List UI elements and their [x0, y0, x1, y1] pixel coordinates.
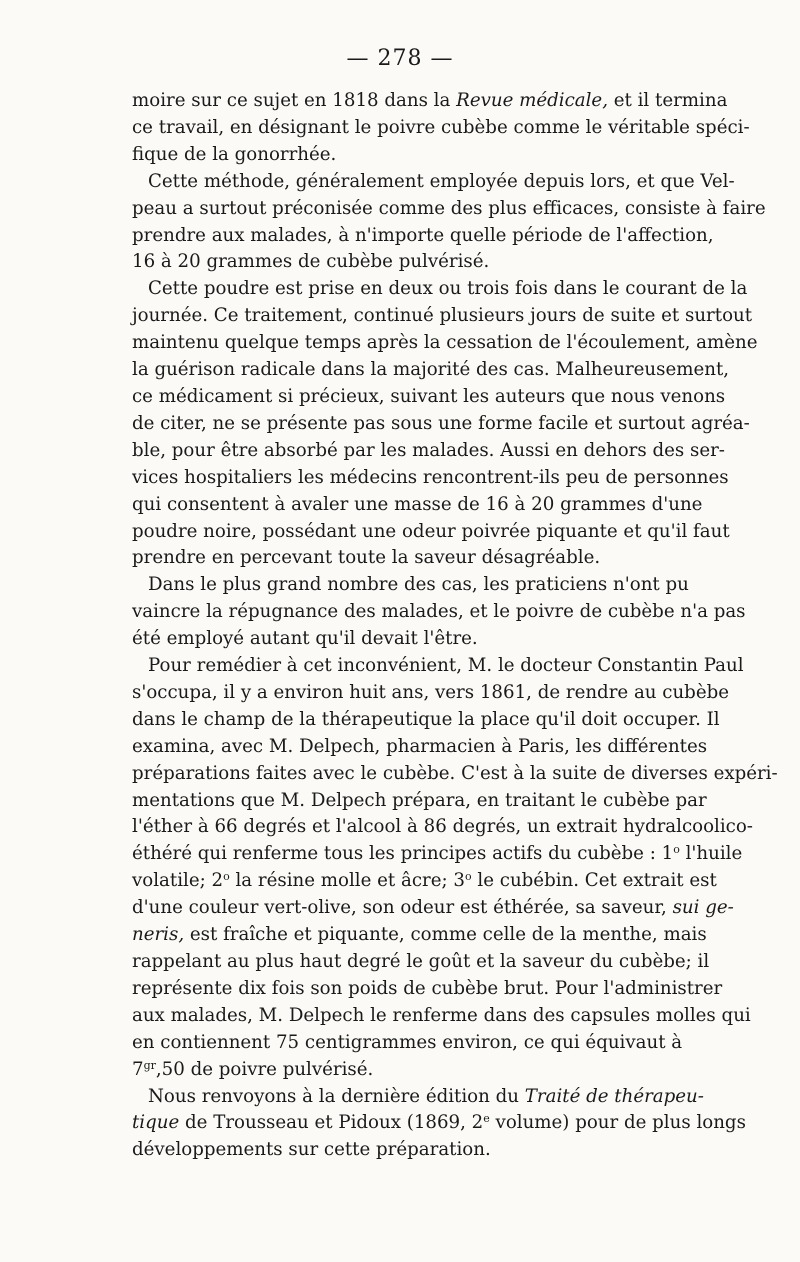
paragraph	[132, 572, 746, 653]
paragraph	[132, 169, 766, 277]
paragraph	[132, 276, 758, 572]
text-run: ,50 de poivre pulvérisé.	[155, 1058, 374, 1080]
text-run: aux malades, M. Delpech le renferme dans des capsules molles qui	[132, 1004, 751, 1026]
text-line	[132, 303, 753, 330]
text-run: de citer, ne se présente pas sous une forme facile et surtout agréa-	[132, 412, 750, 434]
text-run: en contiennent 75 centigrammes environ, ce qui équivaut à	[132, 1031, 683, 1053]
text-line	[132, 276, 748, 303]
text-line	[132, 115, 750, 142]
paragraph	[132, 1084, 746, 1165]
text-line	[132, 1003, 751, 1030]
text-run: maintenu quelque temps après la cessation de l'écoulement, amène	[132, 332, 758, 354]
text-run: l'éther à 66 degrés et l'alcool à 86 degrés, un extrait hydralcoolico-	[132, 816, 753, 838]
italic-text: neris,	[132, 924, 185, 946]
text-run: journée. Ce traitement, continué plusieurs jours de suite et surtout	[132, 305, 753, 327]
text-line	[132, 599, 746, 626]
text-run: Cette poudre est prise en deux ou trois fois dans le courant de la	[148, 278, 748, 300]
text-line	[132, 922, 707, 949]
text-run: l'huile	[679, 843, 743, 865]
superscript: e	[483, 1112, 490, 1126]
text-run: qui consentent à avaler une masse de 16 à 20 grammes d'une	[132, 493, 703, 515]
text-run: Pour remédier à cet inconvénient, M. le docteur Constantin Paul	[148, 655, 744, 677]
superscript: o	[673, 843, 680, 857]
text-run: et il termina	[607, 90, 728, 111]
text-line	[132, 357, 730, 384]
text-run: de Trousseau et Pidoux (1869, 2	[179, 1112, 484, 1134]
text-line	[132, 1137, 676, 1164]
text-line	[132, 680, 729, 707]
text-line	[132, 653, 744, 680]
superscript: o	[465, 870, 472, 884]
italic-text: sui ge-	[672, 897, 734, 919]
text-line	[132, 142, 676, 169]
text-line	[132, 438, 725, 465]
text-line	[132, 868, 717, 895]
text-run: peau a surtout préconisée comme des plus efficaces, consiste à faire	[132, 197, 766, 219]
text-line	[132, 707, 720, 734]
text-line	[132, 545, 676, 572]
text-run: poudre noire, possédant une odeur poivrée piquante et qu'il faut	[132, 520, 730, 542]
text-line	[132, 949, 710, 976]
text-run: 7	[132, 1058, 144, 1080]
text-run: examina, avec M. Delpech, pharmacien à Paris, les différentes	[132, 735, 708, 757]
text-line	[132, 814, 753, 841]
text-run: la guérison radicale dans la majorité des cas. Malheureusement,	[132, 359, 730, 381]
text-run: ce médicament si précieux, suivant les auteurs que nous venons	[132, 385, 726, 407]
text-run: prendre en percevant toute la saveur désagréable.	[132, 547, 601, 569]
text-run: ble, pour être absorbé par les malades. Aussi en dehors des ser-	[132, 439, 725, 461]
body-text	[132, 88, 778, 1164]
text-line	[132, 88, 728, 115]
text-line	[132, 1110, 746, 1137]
paragraph	[132, 653, 778, 1084]
text-line	[132, 223, 714, 250]
text-line	[132, 761, 778, 788]
text-run: s'occupa, il y a environ huit ans, vers 1861, de rendre au cubèbe	[132, 681, 729, 703]
text-run: dans le champ de la thérapeutique la place qu'il doit occuper. Il	[132, 708, 720, 730]
text-run: Cette méthode, généralement employée depuis lors, et que Vel-	[148, 170, 735, 192]
text-line	[132, 572, 689, 599]
paragraph	[132, 88, 750, 169]
text-line	[132, 626, 676, 653]
text-run: mentations que M. Delpech prépara, en traitant le cubèbe par	[132, 789, 707, 811]
text-run: est fraîche et piquante, comme celle de la menthe, mais	[184, 924, 707, 946]
text-run: vices hospitaliers les médecins rencontrent-ils peu de personnes	[132, 466, 729, 488]
text-run: préparations faites avec le cubèbe. C'est à la suite de diverses expéri-	[132, 762, 778, 784]
text-run: été employé autant qu'il devait l'être.	[132, 628, 478, 650]
text-run: fique de la gonorrhée.	[132, 143, 337, 165]
text-line	[132, 788, 707, 815]
text-run: éthéré qui renferme tous les principes actifs du cubèbe : 1	[132, 843, 674, 865]
text-line	[132, 1084, 704, 1111]
page-number: — 278 —	[346, 46, 454, 71]
text-run: d'une couleur vert-olive, son odeur est éthérée, sa saveur,	[132, 897, 673, 919]
text-run: la résine molle et âcre; 3	[229, 870, 465, 892]
text-run: Nous renvoyons à la dernière édition du	[148, 1085, 525, 1107]
text-run: Dans le plus grand nombre des cas, les praticiens n'ont pu	[148, 574, 689, 596]
italic-text: tique	[132, 1112, 180, 1134]
italic-text: Revue médicale,	[456, 90, 608, 111]
superscript: gr	[143, 1058, 156, 1072]
text-line	[132, 492, 703, 519]
text-run: rappelant au plus haut degré le goût et la saveur du cubèbe; il	[132, 951, 710, 972]
text-line	[132, 196, 766, 223]
text-run: le cubébin. Cet extrait est	[471, 870, 717, 892]
superscript: o	[223, 870, 230, 884]
text-line	[132, 330, 758, 357]
text-line	[132, 169, 735, 196]
text-run: 16 à 20 grammes de cubèbe pulvérisé.	[132, 251, 490, 273]
text-line	[132, 249, 676, 276]
text-run: volume) pour de plus longs	[489, 1112, 746, 1134]
text-line	[132, 384, 726, 411]
text-run: volatile; 2	[132, 870, 224, 892]
text-line	[132, 895, 734, 922]
text-line	[132, 1057, 676, 1084]
text-line	[132, 1030, 683, 1057]
text-line	[132, 465, 729, 492]
text-run: développements sur cette préparation.	[132, 1139, 491, 1161]
text-line	[132, 734, 708, 761]
text-line	[132, 841, 743, 868]
text-line	[132, 976, 723, 1003]
text-run: prendre aux malades, à n'importe quelle période de l'affection,	[132, 224, 714, 246]
text-run: représente dix fois son poids de cubèbe brut. Pour l'administrer	[132, 977, 723, 999]
italic-text: Traité de thérapeu-	[524, 1085, 704, 1107]
text-line	[132, 411, 750, 438]
text-run: ce travail, en désignant le poivre cubèbe comme le véritable spéci-	[132, 116, 750, 138]
text-line	[132, 519, 730, 546]
text-run: vaincre la répugnance des malades, et le poivre de cubèbe n'a pas	[132, 601, 746, 623]
text-run: moire sur ce sujet en 1818 dans la	[132, 90, 457, 111]
